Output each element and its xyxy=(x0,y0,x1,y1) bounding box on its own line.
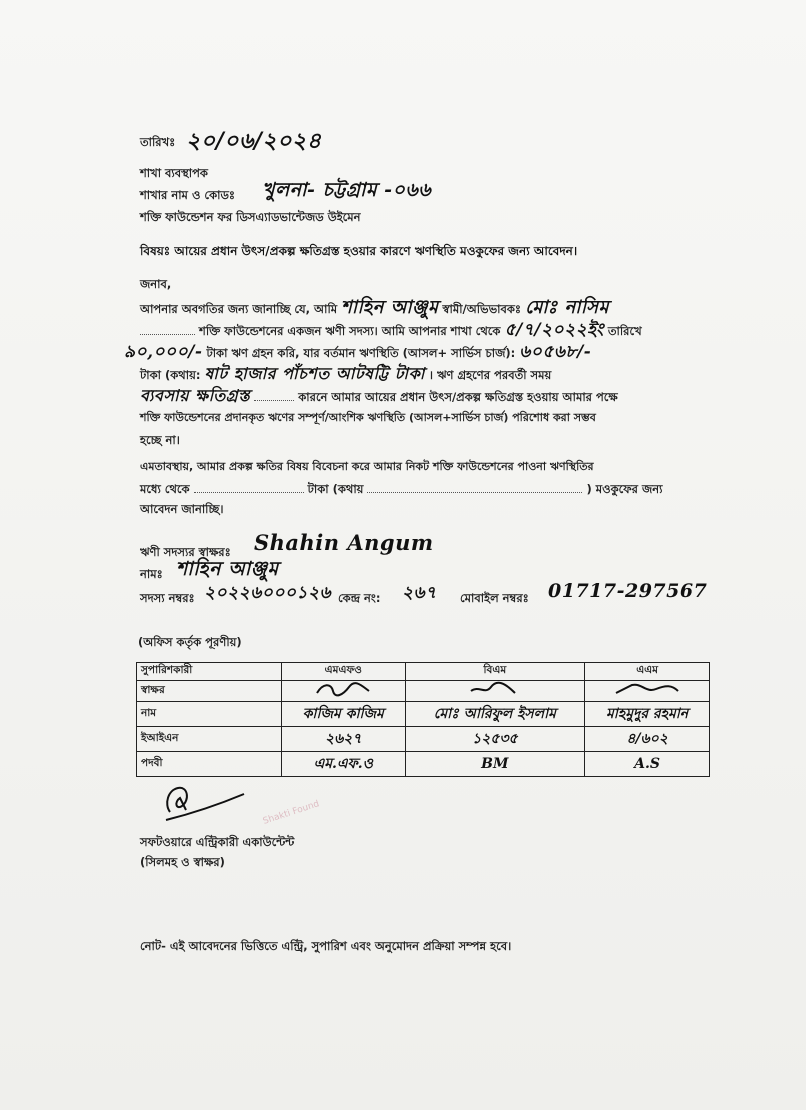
body-line-3 xyxy=(124,341,591,364)
body-line-7: হচ্ছে না। xyxy=(140,433,180,447)
body-text: শক্তি ফাউন্ডেশনের একজন ঋণী সদস্য। আমি আপনার শাখা থেকে xyxy=(199,324,501,338)
body-text: ) মওকুফের জন্য xyxy=(586,482,663,496)
row-label: ইআইএন xyxy=(137,727,282,752)
signature-scribble xyxy=(612,681,682,697)
center-label: কেন্দ্র নং: xyxy=(338,591,381,605)
table-row xyxy=(137,702,710,727)
guardian-name-handwritten: মোঃ নাসিম xyxy=(525,297,609,318)
signature-cell xyxy=(282,681,406,702)
table-cell: মাহমুদুর রহমান xyxy=(585,702,710,727)
mobile-number-handwritten: 01717-297567 xyxy=(548,580,708,602)
body-text: আপনার অবগতির জন্য জানাচ্ছি যে, আমি xyxy=(140,302,338,316)
body-line-2 xyxy=(140,319,642,342)
body-line-4 xyxy=(140,363,551,386)
loss-reason-handwritten: ব্যবসায় ক্ষতিগ্রস্ত xyxy=(140,386,251,405)
subject-line: বিষয়ঃ আয়ের প্রধান উৎস/প্রকল্প ক্ষতিগ্রস্ত হওয়ার কারণে ঋণস্থিতি মওকুফের জন্য আবেদন। xyxy=(140,244,578,258)
member-name-label: নামঃ xyxy=(140,567,163,581)
table-header-cell: এএম xyxy=(585,663,710,681)
table-header-cell: বিএম xyxy=(405,663,585,681)
office-use-label: (অফিস কর্তৃক পূরণীয়) xyxy=(138,635,242,649)
body-text: কারনে আমার আয়ের প্রধান উৎস/প্রকল্প ক্ষতিগ্রস্ত হওয়ায় আমার পক্ষে xyxy=(298,390,618,404)
body-line-5 xyxy=(140,385,618,408)
signature-scribble xyxy=(313,681,373,697)
body-text: টাকা (কথায় xyxy=(307,482,364,496)
body-text: টাকা (কথায়: xyxy=(140,368,201,382)
member-sign-label: ঋণী সদস্যর স্বাক্ষরঃ xyxy=(140,545,231,559)
row-label: স্বাক্ষর xyxy=(137,681,282,702)
request-line-2 xyxy=(140,478,662,500)
balance-in-words-handwritten: ষাট হাজার পাঁচশত আটষট্টি টাকা xyxy=(204,364,425,383)
recommendation-table xyxy=(136,662,710,777)
member-id-handwritten: ২০২২৬০০০১২৬ xyxy=(204,583,332,603)
loan-amount-handwritten: ৯০,০০০/- xyxy=(124,342,203,362)
signature-cell xyxy=(405,681,585,702)
table-row xyxy=(137,752,710,777)
table-cell: মোঃ আরিফুল ইসলাম xyxy=(405,702,585,727)
signature-scribble xyxy=(465,681,525,697)
accountant-sub-label: (সিলমহ ও স্বাক্ষর) xyxy=(140,855,225,869)
salutation: জনাব, xyxy=(140,277,172,291)
organization-name: শক্তি ফাউন্ডেশন ফর ডিসএ্যাডভান্টেজড উইমেন xyxy=(140,210,361,224)
body-text: টাকা ঋণ গ্রহন করি, যার বর্তমান ঋণস্থিতি (আসল+ সার্ভিস চার্জ): xyxy=(206,346,516,360)
table-cell: এম.এফ.ও xyxy=(282,752,406,777)
accountant-signature xyxy=(160,780,250,826)
table-header-row xyxy=(137,663,710,681)
body-line-1 xyxy=(140,297,609,320)
table-cell: ৪/৬০২ xyxy=(585,727,710,752)
table-row xyxy=(137,727,710,752)
body-line-6: শক্তি ফাউন্ডেশনের প্রদানকৃত ঋণের সম্পূর্ণ/আংশিক ঋণস্থিতি (আসল+সার্ভিস চার্জ) পরিশোধ করা সম্ভব xyxy=(140,411,596,424)
date-value: ২০/০৬/২০২৪ xyxy=(186,128,322,154)
blank-dots xyxy=(254,390,294,401)
branch-value: খুলনা- চট্টগ্রাম -০৬৬ xyxy=(262,179,432,201)
stamp-watermark: Shakti Found xyxy=(261,799,321,827)
recipient-title: শাখা ব্যবস্থাপক xyxy=(140,166,208,180)
blank-dots xyxy=(194,482,304,493)
body-text: মধ্যে থেকে xyxy=(140,482,190,496)
branch-label: শাখার নাম ও কোডঃ xyxy=(140,188,236,202)
accountant-label: সফটওয়ারে এন্ট্রিকারী একাউন্টেন্ট xyxy=(140,835,295,849)
member-signature: Shahin Angum xyxy=(254,530,434,555)
table-header-cell: এমএফও xyxy=(282,663,406,681)
table-row xyxy=(137,681,710,702)
member-id-label: সদস্য নম্বরঃ xyxy=(140,591,195,605)
member-name-handwritten: শাহিন আঞ্জুম xyxy=(176,558,279,580)
table-header-cell: সুপারিশকারী xyxy=(137,663,282,681)
loan-date-handwritten: ৫/৭/২০২২ইং xyxy=(504,320,604,340)
blank-dots xyxy=(367,482,582,493)
date-label: তারিখঃ xyxy=(140,135,176,149)
blank-dots xyxy=(140,324,195,335)
table-cell: কাজিম কাজিম xyxy=(282,702,406,727)
applicant-name-handwritten: শাহিন আঞ্জুম xyxy=(341,297,439,318)
body-text: । ঋণ গ্রহণের পরবর্তী সময় xyxy=(428,368,552,382)
table-cell: BM xyxy=(405,752,585,777)
loan-balance-handwritten: ৬০৫৬৮/- xyxy=(519,342,592,362)
table-cell: A.S xyxy=(585,752,710,777)
footnote: নোট- এই আবেদনের ভিত্তিতে এন্ট্রি, সুপারিশ এবং অনুমোদন প্রক্রিয়া সম্পন্ন হবে। xyxy=(140,939,512,953)
center-number-handwritten: ২৬৭ xyxy=(402,583,437,603)
request-line-3: আবেদন জানাচ্ছি। xyxy=(140,502,224,516)
row-label: পদবী xyxy=(137,752,282,777)
signature-cell xyxy=(585,681,710,702)
mobile-label: মোবাইল নম্বরঃ xyxy=(460,591,529,605)
row-label: নাম xyxy=(137,702,282,727)
table-cell: ১২৫৩৫ xyxy=(405,727,585,752)
body-text: স্বামী/অভিভাবকঃ xyxy=(442,302,522,316)
body-text: তারিখে xyxy=(607,324,642,338)
request-line-1: এমতাবস্থায়, আমার প্রকল্প ক্ষতির বিষয় বিবেচনা করে আমার নিকট শক্তি ফাউন্ডেশনের পাওনা ঋণস্থিতির xyxy=(140,460,594,473)
table-cell: ২৬২৭ xyxy=(282,727,406,752)
